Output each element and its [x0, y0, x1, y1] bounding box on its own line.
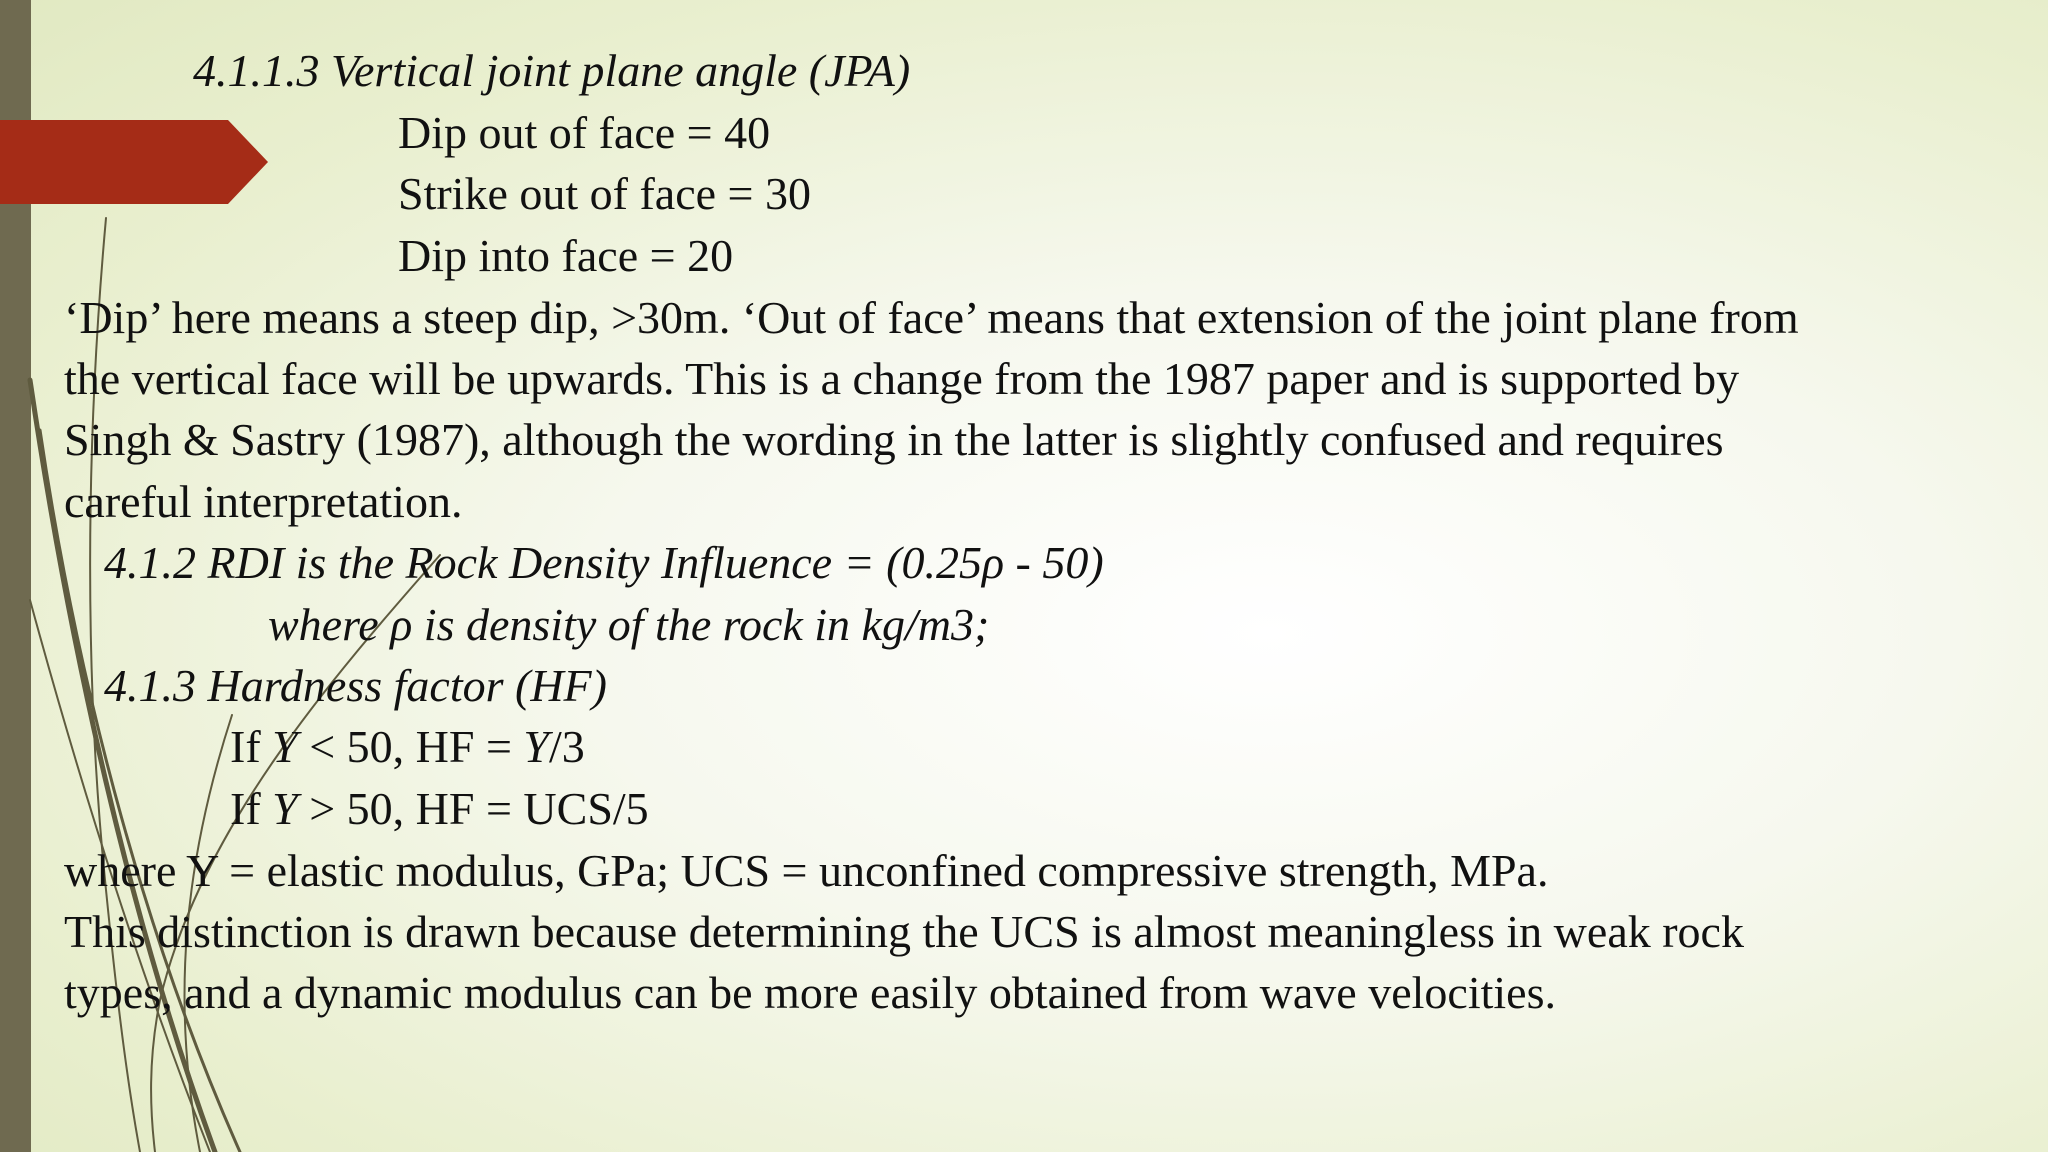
paragraph-line: careful interpretation.	[64, 476, 463, 527]
hf-rule-var: Y	[272, 783, 298, 834]
heading-hf: 4.1.3 Hardness factor (HF)	[104, 660, 607, 711]
paragraph-line: types, and a dynamic modulus can be more easily obtained from wave velocities.	[64, 967, 1556, 1018]
jpa-dip-into: Dip into face = 20	[398, 230, 734, 281]
hf-definitions: where Y = elastic modulus, GPa; UCS = unconfined compressive strength, MPa.	[64, 845, 1549, 896]
paragraph-line: This distinction is drawn because determining the UCS is almost meaningless in weak rock	[64, 906, 1744, 957]
hf-rule-condition: < 50, HF =	[297, 721, 524, 772]
hf-rule-result: /3	[549, 721, 585, 772]
hf-rule-condition: > 50, HF = UCS/5	[297, 783, 649, 834]
hf-rule-prefix: If	[230, 783, 273, 834]
hf-rule-1	[230, 716, 585, 778]
paragraph-line: ‘Dip’ here means a steep dip, >30m. ‘Out of face’ means that extension of the joint plane from	[64, 292, 1799, 343]
paragraph-line: Singh & Sastry (1987), although the wording in the latter is slightly confused and requires	[64, 414, 1724, 465]
heading-rdi: 4.1.2 RDI is the Rock Density Influence = (0.25ρ - 50)	[104, 537, 1104, 588]
rdi-note: where ρ is density of the rock in kg/m3;	[268, 599, 990, 650]
jpa-dip-out: Dip out of face = 40	[398, 107, 771, 158]
jpa-strike-out: Strike out of face = 30	[398, 168, 811, 219]
hf-rule-2	[230, 778, 649, 840]
hf-rule-prefix: If	[230, 721, 273, 772]
hf-rule-var: Y	[272, 721, 298, 772]
hf-rule-result-var: Y	[523, 721, 550, 772]
paragraph-line: the vertical face will be upwards. This is a change from the 1987 paper and is supported by	[64, 353, 1740, 404]
heading-jpa: 4.1.1.3 Vertical joint plane angle (JPA)	[193, 45, 911, 96]
